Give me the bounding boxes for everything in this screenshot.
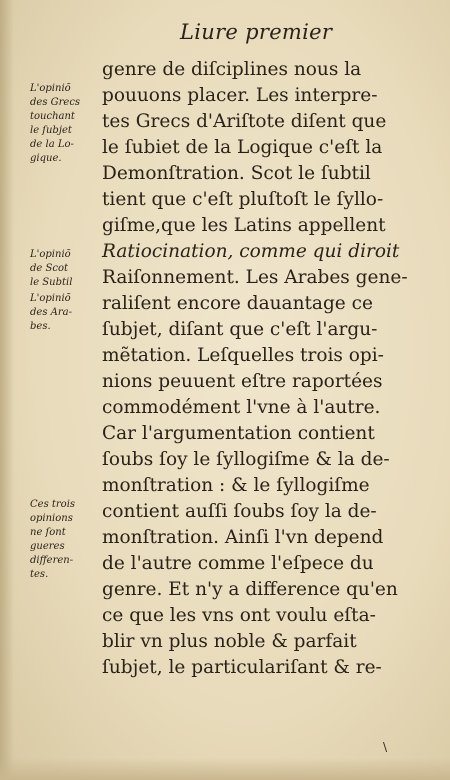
margin-note-line: L'opiniõ — [30, 293, 71, 304]
text-line: Demonſtration. Scot le ſubtil — [102, 163, 371, 184]
text-line: raliſent encore dauantage ce — [102, 293, 373, 314]
text-line: commodément l'vne à l'autre. — [102, 397, 381, 418]
text-line: giſme,que les Latins appellent — [102, 215, 386, 236]
margin-note-line: de la Lo- — [30, 139, 74, 150]
margin-note-line: L'opiniõ — [30, 83, 71, 94]
margin-note-line: ne ſont — [30, 527, 66, 538]
text-line: ſubjet, diſant que c'eſt l'argu- — [102, 319, 378, 340]
running-head: Liure premier — [180, 20, 333, 44]
catchword: \ — [383, 740, 388, 754]
text-line: tient que c'eſt pluſtoſt le ſyllo- — [102, 189, 384, 210]
margin-note-greeks — [30, 82, 102, 166]
text-line: tes Grecs d'Ariſtote diſent que — [102, 111, 387, 132]
margin-note-line: differen- — [30, 555, 74, 566]
margin-note-line: Ces trois — [30, 499, 76, 510]
text-line: Ratiocination, comme qui diroit — [102, 241, 400, 262]
margin-note-scot — [30, 248, 102, 290]
margin-note-arabs — [30, 292, 102, 334]
text-line: le ſubiet de la Logique c'eſt la — [102, 137, 383, 158]
text-line: contient auſſi ſoubs ſoy la de- — [102, 501, 377, 522]
margin-note-line: opinions — [30, 513, 73, 524]
margin-note-line: des Grecs — [30, 97, 81, 108]
text-line: monſtration : & le ſyllogiſme — [102, 475, 370, 496]
text-line: ſoubs ſoy le ſyllogiſme & la de- — [102, 449, 390, 470]
margin-note-line: gique. — [30, 153, 62, 164]
text-line: mẽtation. Leſquelles trois opi- — [102, 345, 384, 366]
margin-note-three-opinions — [30, 498, 102, 582]
text-line: nions peuuent eſtre raportées — [102, 371, 383, 392]
margin-note-line: tes. — [30, 569, 49, 580]
text-line: Raiſonnement. Les Arabes gene- — [102, 267, 408, 288]
text-line: genre. Et n'y a difference qu'en — [102, 579, 398, 600]
margin-note-line: touchant — [30, 111, 75, 122]
margin-note-line: des Ara- — [30, 307, 72, 318]
margin-note-line: bes. — [30, 321, 51, 332]
text-line: de l'autre comme l'eſpece du — [102, 553, 374, 574]
text-line: blir vn plus noble & parfait — [102, 631, 357, 652]
margin-note-line: le Subtil — [30, 277, 73, 288]
text-line: monſtration. Ainſi l'vn depend — [102, 527, 384, 548]
margin-note-line: gueres — [30, 541, 65, 552]
margin-note-line: de Scot — [30, 263, 68, 274]
text-line: genre de diſciplines nous la — [102, 59, 362, 80]
margin-note-line: le ſubjet — [30, 125, 72, 136]
text-line: Car l'argumentation contient — [102, 423, 375, 444]
text-line: pouuons placer. Les interpre- — [102, 85, 378, 106]
text-line: ſubjet, le particulariſant & re- — [102, 657, 382, 678]
text-line: ce que les vns ont voulu eſta- — [102, 605, 376, 626]
margin-note-line: L'opiniõ — [30, 249, 71, 260]
